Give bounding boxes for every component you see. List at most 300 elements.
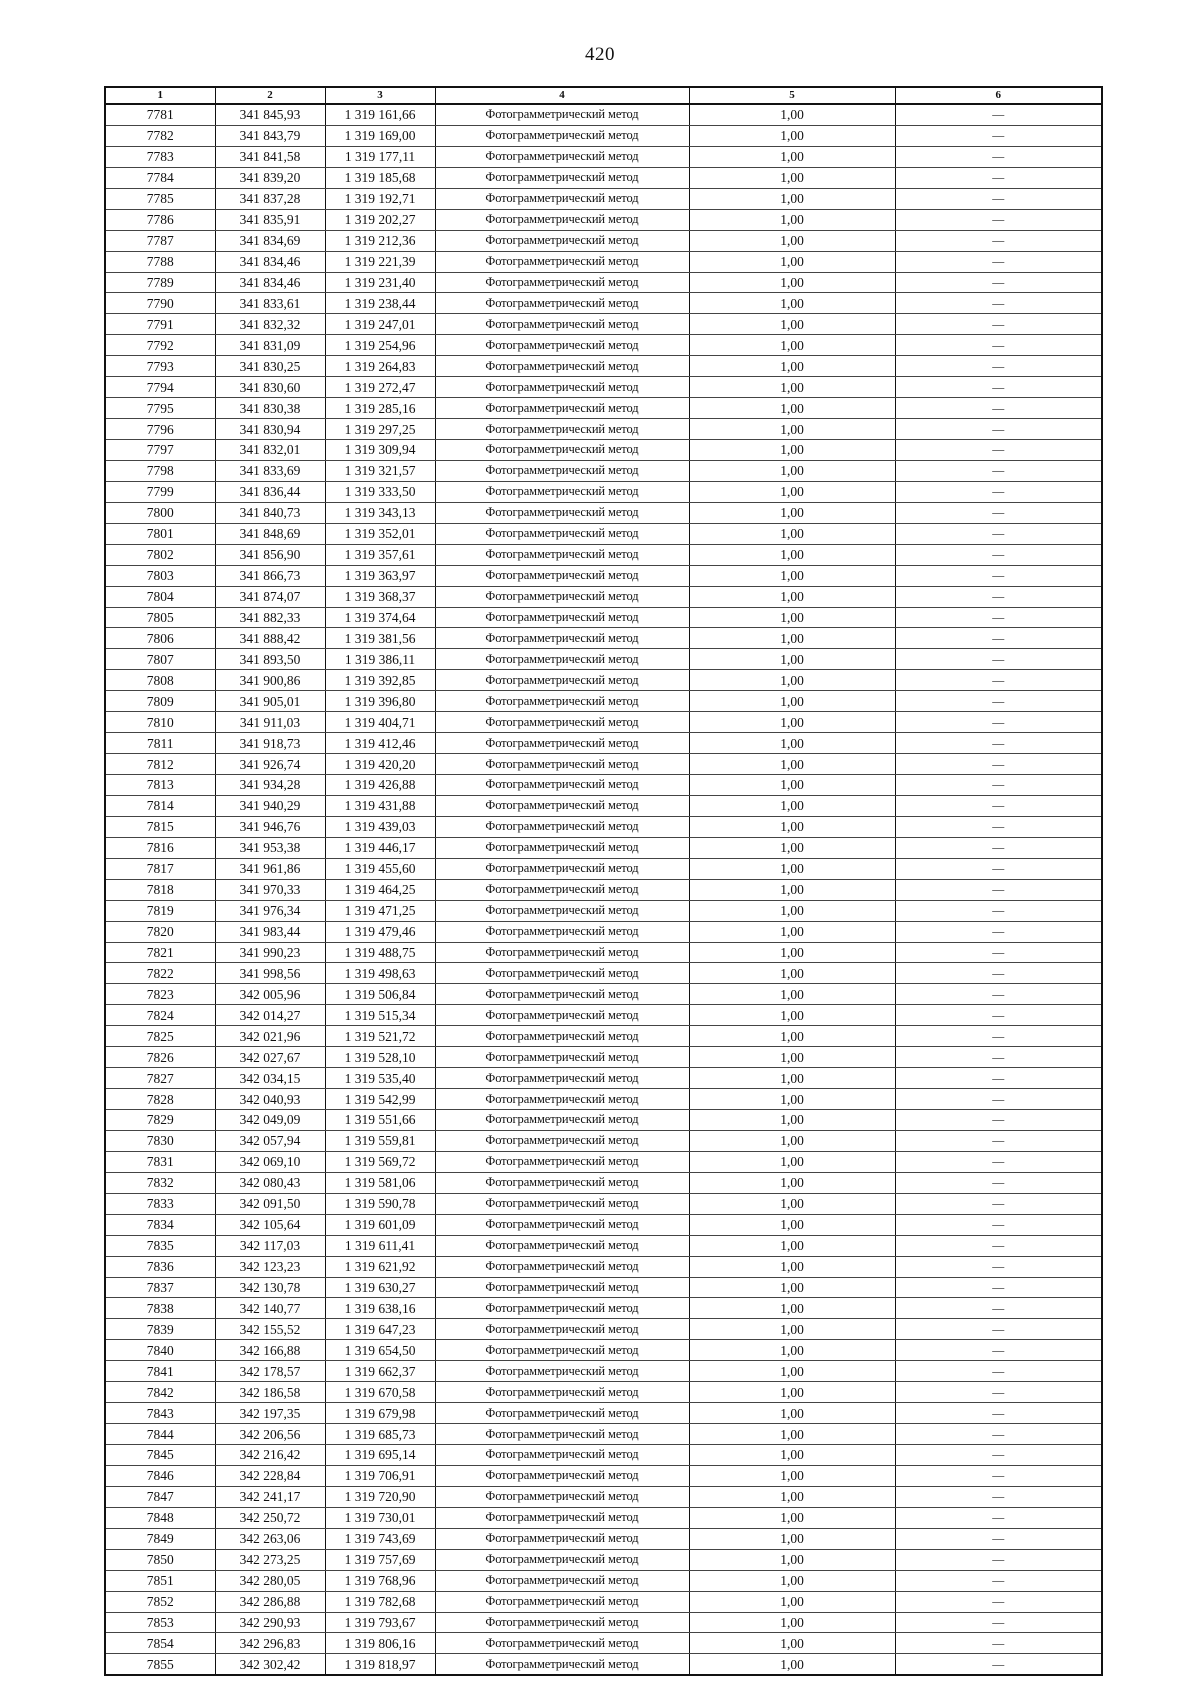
note-cell: — [895,1089,1102,1110]
accuracy-cell: 1,00 [689,775,895,796]
x-coordinate-cell: 342 140,77 [215,1298,325,1319]
column-header-6: 6 [895,87,1102,104]
method-cell: Фотограмметрический метод [435,858,689,879]
method-cell: Фотограмметрический метод [435,1633,689,1654]
note-cell: — [895,1591,1102,1612]
point-number-cell: 7836 [105,1256,215,1277]
table-row [105,104,1102,125]
y-coordinate-cell: 1 319 231,40 [325,272,435,293]
table-row [105,1047,1102,1068]
note-cell: — [895,900,1102,921]
x-coordinate-cell: 342 105,64 [215,1214,325,1235]
note-cell: — [895,1068,1102,1089]
coordinates-table-container [104,86,1101,1676]
point-number-cell: 7818 [105,879,215,900]
accuracy-cell: 1,00 [689,1507,895,1528]
x-coordinate-cell: 341 882,33 [215,607,325,628]
y-coordinate-cell: 1 319 374,64 [325,607,435,628]
table-row [105,1110,1102,1131]
method-cell: Фотограмметрический метод [435,1340,689,1361]
accuracy-cell: 1,00 [689,502,895,523]
note-cell: — [895,1382,1102,1403]
method-cell: Фотограмметрический метод [435,1130,689,1151]
x-coordinate-cell: 341 998,56 [215,963,325,984]
method-cell: Фотограмметрический метод [435,775,689,796]
accuracy-cell: 1,00 [689,1256,895,1277]
x-coordinate-cell: 342 296,83 [215,1633,325,1654]
method-cell: Фотограмметрический метод [435,188,689,209]
y-coordinate-cell: 1 319 679,98 [325,1403,435,1424]
table-row [105,691,1102,712]
table-row [105,795,1102,816]
method-cell: Фотограмметрический метод [435,586,689,607]
note-cell: — [895,356,1102,377]
x-coordinate-cell: 342 049,09 [215,1110,325,1131]
table-row [105,146,1102,167]
method-cell: Фотограмметрический метод [435,816,689,837]
y-coordinate-cell: 1 319 464,25 [325,879,435,900]
accuracy-cell: 1,00 [689,1005,895,1026]
accuracy-cell: 1,00 [689,1298,895,1319]
note-cell: — [895,1026,1102,1047]
accuracy-cell: 1,00 [689,1612,895,1633]
point-number-cell: 7828 [105,1089,215,1110]
point-number-cell: 7833 [105,1193,215,1214]
y-coordinate-cell: 1 319 521,72 [325,1026,435,1047]
x-coordinate-cell: 342 057,94 [215,1130,325,1151]
x-coordinate-cell: 342 021,96 [215,1026,325,1047]
method-cell: Фотограмметрический метод [435,733,689,754]
note-cell: — [895,775,1102,796]
table-row [105,921,1102,942]
note-cell: — [895,586,1102,607]
note-cell: — [895,816,1102,837]
accuracy-cell: 1,00 [689,1633,895,1654]
x-coordinate-cell: 341 983,44 [215,921,325,942]
x-coordinate-cell: 342 263,06 [215,1528,325,1549]
note-cell: — [895,712,1102,733]
note-cell: — [895,1570,1102,1591]
y-coordinate-cell: 1 319 720,90 [325,1486,435,1507]
point-number-cell: 7807 [105,649,215,670]
x-coordinate-cell: 341 888,42 [215,628,325,649]
table-row [105,1465,1102,1486]
point-number-cell: 7808 [105,670,215,691]
note-cell: — [895,837,1102,858]
point-number-cell: 7831 [105,1151,215,1172]
x-coordinate-cell: 341 833,69 [215,460,325,481]
accuracy-cell: 1,00 [689,942,895,963]
point-number-cell: 7820 [105,921,215,942]
x-coordinate-cell: 342 069,10 [215,1151,325,1172]
table-row [105,900,1102,921]
point-number-cell: 7844 [105,1424,215,1445]
accuracy-cell: 1,00 [689,1130,895,1151]
point-number-cell: 7827 [105,1068,215,1089]
x-coordinate-cell: 342 117,03 [215,1235,325,1256]
method-cell: Фотограмметрический метод [435,1654,689,1675]
x-coordinate-cell: 341 830,60 [215,377,325,398]
accuracy-cell: 1,00 [689,146,895,167]
note-cell: — [895,440,1102,461]
y-coordinate-cell: 1 319 542,99 [325,1089,435,1110]
point-number-cell: 7842 [105,1382,215,1403]
point-number-cell: 7804 [105,586,215,607]
accuracy-cell: 1,00 [689,398,895,419]
note-cell: — [895,1277,1102,1298]
x-coordinate-cell: 341 833,61 [215,293,325,314]
note-cell: — [895,1612,1102,1633]
table-row [105,754,1102,775]
method-cell: Фотограмметрический метод [435,481,689,502]
table-row [105,1445,1102,1466]
x-coordinate-cell: 342 216,42 [215,1445,325,1466]
x-coordinate-cell: 341 848,69 [215,523,325,544]
y-coordinate-cell: 1 319 392,85 [325,670,435,691]
x-coordinate-cell: 341 856,90 [215,544,325,565]
note-cell: — [895,879,1102,900]
point-number-cell: 7829 [105,1110,215,1131]
y-coordinate-cell: 1 319 333,50 [325,481,435,502]
x-coordinate-cell: 341 845,93 [215,104,325,125]
y-coordinate-cell: 1 319 426,88 [325,775,435,796]
x-coordinate-cell: 341 866,73 [215,565,325,586]
note-cell: — [895,1193,1102,1214]
accuracy-cell: 1,00 [689,460,895,481]
accuracy-cell: 1,00 [689,1193,895,1214]
note-cell: — [895,1005,1102,1026]
y-coordinate-cell: 1 319 368,37 [325,586,435,607]
y-coordinate-cell: 1 319 706,91 [325,1465,435,1486]
note-cell: — [895,251,1102,272]
method-cell: Фотограмметрический метод [435,984,689,1005]
x-coordinate-cell: 341 953,38 [215,837,325,858]
accuracy-cell: 1,00 [689,1319,895,1340]
method-cell: Фотограмметрический метод [435,921,689,942]
method-cell: Фотограмметрический метод [435,754,689,775]
method-cell: Фотограмметрический метод [435,837,689,858]
y-coordinate-cell: 1 319 363,97 [325,565,435,586]
accuracy-cell: 1,00 [689,1172,895,1193]
y-coordinate-cell: 1 319 431,88 [325,795,435,816]
y-coordinate-cell: 1 319 297,25 [325,419,435,440]
table-row [105,1235,1102,1256]
point-number-cell: 7825 [105,1026,215,1047]
note-cell: — [895,209,1102,230]
point-number-cell: 7823 [105,984,215,1005]
x-coordinate-cell: 342 280,05 [215,1570,325,1591]
table-row [105,775,1102,796]
y-coordinate-cell: 1 319 212,36 [325,230,435,251]
method-cell: Фотограмметрический метод [435,104,689,125]
accuracy-cell: 1,00 [689,670,895,691]
x-coordinate-cell: 342 130,78 [215,1277,325,1298]
point-number-cell: 7806 [105,628,215,649]
point-number-cell: 7854 [105,1633,215,1654]
table-row [105,356,1102,377]
y-coordinate-cell: 1 319 757,69 [325,1549,435,1570]
method-cell: Фотограмметрический метод [435,398,689,419]
table-row [105,1151,1102,1172]
point-number-cell: 7849 [105,1528,215,1549]
table-row [105,963,1102,984]
accuracy-cell: 1,00 [689,1382,895,1403]
y-coordinate-cell: 1 319 285,16 [325,398,435,419]
method-cell: Фотограмметрический метод [435,272,689,293]
x-coordinate-cell: 341 926,74 [215,754,325,775]
point-number-cell: 7816 [105,837,215,858]
accuracy-cell: 1,00 [689,104,895,125]
note-cell: — [895,1424,1102,1445]
point-number-cell: 7811 [105,733,215,754]
y-coordinate-cell: 1 319 177,11 [325,146,435,167]
method-cell: Фотограмметрический метод [435,963,689,984]
note-cell: — [895,419,1102,440]
accuracy-cell: 1,00 [689,733,895,754]
note-cell: — [895,398,1102,419]
column-header-4: 4 [435,87,689,104]
y-coordinate-cell: 1 319 630,27 [325,1277,435,1298]
point-number-cell: 7855 [105,1654,215,1675]
x-coordinate-cell: 341 834,46 [215,251,325,272]
accuracy-cell: 1,00 [689,649,895,670]
y-coordinate-cell: 1 319 439,03 [325,816,435,837]
accuracy-cell: 1,00 [689,1235,895,1256]
table-row [105,607,1102,628]
note-cell: — [895,1361,1102,1382]
note-cell: — [895,293,1102,314]
method-cell: Фотограмметрический метод [435,502,689,523]
accuracy-cell: 1,00 [689,335,895,356]
table-row [105,649,1102,670]
method-cell: Фотограмметрический метод [435,356,689,377]
accuracy-cell: 1,00 [689,754,895,775]
method-cell: Фотограмметрический метод [435,230,689,251]
method-cell: Фотограмметрический метод [435,1507,689,1528]
y-coordinate-cell: 1 319 782,68 [325,1591,435,1612]
note-cell: — [895,942,1102,963]
table-row [105,1633,1102,1654]
y-coordinate-cell: 1 319 551,66 [325,1110,435,1131]
point-number-cell: 7791 [105,314,215,335]
y-coordinate-cell: 1 319 309,94 [325,440,435,461]
method-cell: Фотограмметрический метод [435,1214,689,1235]
method-cell: Фотограмметрический метод [435,146,689,167]
y-coordinate-cell: 1 319 590,78 [325,1193,435,1214]
y-coordinate-cell: 1 319 202,27 [325,209,435,230]
x-coordinate-cell: 342 206,56 [215,1424,325,1445]
point-number-cell: 7782 [105,125,215,146]
method-cell: Фотограмметрический метод [435,251,689,272]
point-number-cell: 7783 [105,146,215,167]
method-cell: Фотограмметрический метод [435,1591,689,1612]
note-cell: — [895,565,1102,586]
method-cell: Фотограмметрический метод [435,1382,689,1403]
x-coordinate-cell: 342 290,93 [215,1612,325,1633]
table-row [105,942,1102,963]
table-row [105,230,1102,251]
method-cell: Фотограмметрический метод [435,1319,689,1340]
table-row [105,1172,1102,1193]
x-coordinate-cell: 341 840,73 [215,502,325,523]
note-cell: — [895,167,1102,188]
method-cell: Фотограмметрический метод [435,523,689,544]
y-coordinate-cell: 1 319 479,46 [325,921,435,942]
y-coordinate-cell: 1 319 352,01 [325,523,435,544]
method-cell: Фотограмметрический метод [435,691,689,712]
table-row [105,293,1102,314]
accuracy-cell: 1,00 [689,1424,895,1445]
note-cell: — [895,649,1102,670]
note-cell: — [895,146,1102,167]
note-cell: — [895,544,1102,565]
method-cell: Фотограмметрический метод [435,460,689,481]
method-cell: Фотограмметрический метод [435,419,689,440]
x-coordinate-cell: 341 976,34 [215,900,325,921]
point-number-cell: 7786 [105,209,215,230]
method-cell: Фотограмметрический метод [435,1235,689,1256]
point-number-cell: 7840 [105,1340,215,1361]
x-coordinate-cell: 342 014,27 [215,1005,325,1026]
method-cell: Фотограмметрический метод [435,565,689,586]
note-cell: — [895,691,1102,712]
point-number-cell: 7789 [105,272,215,293]
note-cell: — [895,1235,1102,1256]
y-coordinate-cell: 1 319 685,73 [325,1424,435,1445]
x-coordinate-cell: 341 834,69 [215,230,325,251]
table-row [105,733,1102,754]
table-row [105,712,1102,733]
method-cell: Фотограмметрический метод [435,1549,689,1570]
point-number-cell: 7801 [105,523,215,544]
x-coordinate-cell: 341 839,20 [215,167,325,188]
y-coordinate-cell: 1 319 343,13 [325,502,435,523]
note-cell: — [895,1654,1102,1675]
method-cell: Фотограмметрический метод [435,1172,689,1193]
table-row [105,879,1102,900]
accuracy-cell: 1,00 [689,1445,895,1466]
x-coordinate-cell: 341 900,86 [215,670,325,691]
y-coordinate-cell: 1 319 569,72 [325,1151,435,1172]
y-coordinate-cell: 1 319 192,71 [325,188,435,209]
table-row [105,377,1102,398]
table-row [105,1340,1102,1361]
note-cell: — [895,460,1102,481]
y-coordinate-cell: 1 319 386,11 [325,649,435,670]
accuracy-cell: 1,00 [689,565,895,586]
point-number-cell: 7805 [105,607,215,628]
x-coordinate-cell: 342 228,84 [215,1465,325,1486]
accuracy-cell: 1,00 [689,1549,895,1570]
point-number-cell: 7843 [105,1403,215,1424]
note-cell: — [895,1319,1102,1340]
point-number-cell: 7810 [105,712,215,733]
table-row [105,670,1102,691]
x-coordinate-cell: 342 040,93 [215,1089,325,1110]
x-coordinate-cell: 341 830,25 [215,356,325,377]
point-number-cell: 7784 [105,167,215,188]
x-coordinate-cell: 341 832,32 [215,314,325,335]
x-coordinate-cell: 341 836,44 [215,481,325,502]
note-cell: — [895,858,1102,879]
method-cell: Фотограмметрический метод [435,900,689,921]
method-cell: Фотограмметрический метод [435,1528,689,1549]
note-cell: — [895,754,1102,775]
table-row [105,1214,1102,1235]
accuracy-cell: 1,00 [689,921,895,942]
accuracy-cell: 1,00 [689,1403,895,1424]
point-number-cell: 7785 [105,188,215,209]
table-row [105,188,1102,209]
y-coordinate-cell: 1 319 515,34 [325,1005,435,1026]
method-cell: Фотограмметрический метод [435,1570,689,1591]
point-number-cell: 7841 [105,1361,215,1382]
y-coordinate-cell: 1 319 471,25 [325,900,435,921]
table-row [105,1005,1102,1026]
note-cell: — [895,1507,1102,1528]
note-cell: — [895,733,1102,754]
accuracy-cell: 1,00 [689,1361,895,1382]
table-row [105,1486,1102,1507]
method-cell: Фотограмметрический метод [435,440,689,461]
point-number-cell: 7814 [105,795,215,816]
point-number-cell: 7850 [105,1549,215,1570]
table-row [105,544,1102,565]
accuracy-cell: 1,00 [689,1486,895,1507]
y-coordinate-cell: 1 319 638,16 [325,1298,435,1319]
table-row [105,1424,1102,1445]
y-coordinate-cell: 1 319 743,69 [325,1528,435,1549]
table-body [105,104,1102,1675]
table-row [105,1130,1102,1151]
y-coordinate-cell: 1 319 404,71 [325,712,435,733]
table-row [105,460,1102,481]
method-cell: Фотограмметрический метод [435,1089,689,1110]
y-coordinate-cell: 1 319 396,80 [325,691,435,712]
note-cell: — [895,104,1102,125]
method-cell: Фотограмметрический метод [435,879,689,900]
x-coordinate-cell: 341 841,58 [215,146,325,167]
x-coordinate-cell: 342 027,67 [215,1047,325,1068]
note-cell: — [895,272,1102,293]
point-number-cell: 7835 [105,1235,215,1256]
accuracy-cell: 1,00 [689,1591,895,1612]
x-coordinate-cell: 342 091,50 [215,1193,325,1214]
accuracy-cell: 1,00 [689,1068,895,1089]
table-row [105,816,1102,837]
note-cell: — [895,1403,1102,1424]
table-row [105,167,1102,188]
note-cell: — [895,607,1102,628]
point-number-cell: 7796 [105,419,215,440]
header-row [105,87,1102,104]
accuracy-cell: 1,00 [689,377,895,398]
y-coordinate-cell: 1 319 647,23 [325,1319,435,1340]
method-cell: Фотограмметрический метод [435,1277,689,1298]
method-cell: Фотограмметрический метод [435,1486,689,1507]
x-coordinate-cell: 341 832,01 [215,440,325,461]
point-number-cell: 7846 [105,1465,215,1486]
table-row [105,586,1102,607]
accuracy-cell: 1,00 [689,1047,895,1068]
table-row [105,523,1102,544]
y-coordinate-cell: 1 319 488,75 [325,942,435,963]
point-number-cell: 7834 [105,1214,215,1235]
x-coordinate-cell: 342 034,15 [215,1068,325,1089]
method-cell: Фотограмметрический метод [435,1298,689,1319]
table-row [105,1319,1102,1340]
table-row [105,837,1102,858]
